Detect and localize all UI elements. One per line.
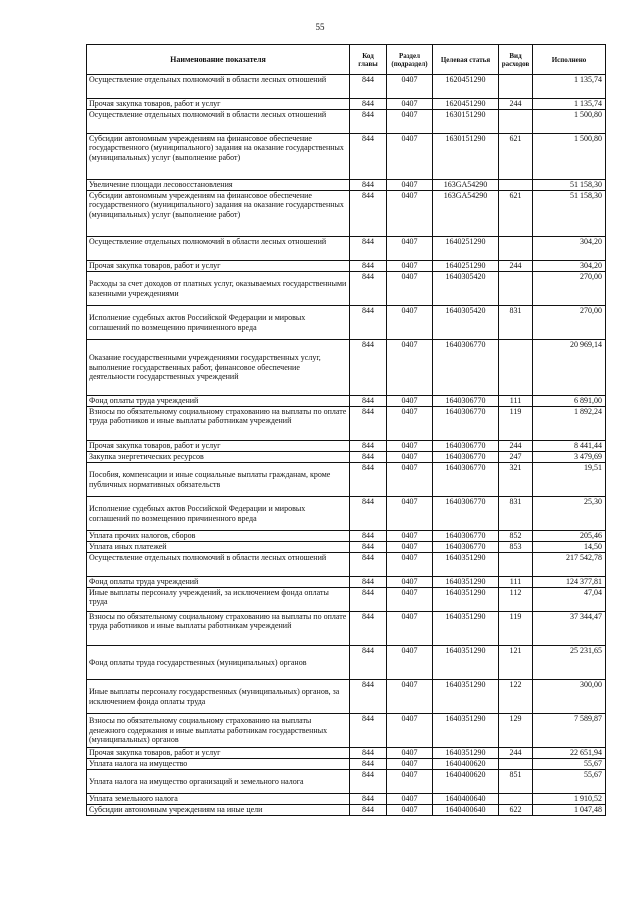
row-expense-type: 112 [499, 588, 533, 612]
row-target: 1640400640 [433, 794, 499, 805]
row-code: 844 [350, 577, 387, 588]
row-section: 0407 [387, 759, 433, 770]
row-code: 844 [350, 794, 387, 805]
row-name: Фонд оплаты труда учреждений [87, 396, 350, 407]
row-code: 844 [350, 180, 387, 191]
row-executed: 270,00 [533, 272, 606, 306]
table-row [87, 542, 606, 553]
row-code: 844 [350, 441, 387, 452]
row-code: 844 [350, 110, 387, 134]
table-row [87, 340, 606, 396]
table-header-row [87, 45, 606, 75]
table-row [87, 612, 606, 646]
table-body [87, 75, 606, 816]
row-target: 1640351290 [433, 612, 499, 646]
row-code: 844 [350, 134, 387, 180]
row-section: 0407 [387, 452, 433, 463]
table-row [87, 237, 606, 261]
row-name: Прочая закупка товаров, работ и услуг [87, 261, 350, 272]
row-code: 844 [350, 646, 387, 680]
row-expense-type [499, 237, 533, 261]
row-name: Увеличение площади лесовосстановления [87, 180, 350, 191]
row-section: 0407 [387, 463, 433, 497]
row-executed: 55,67 [533, 770, 606, 794]
row-code: 844 [350, 680, 387, 714]
row-section: 0407 [387, 237, 433, 261]
row-section: 0407 [387, 180, 433, 191]
row-expense-type [499, 110, 533, 134]
row-expense-type [499, 340, 533, 396]
row-name: Осуществление отдельных полномочий в области лесных отношений [87, 75, 350, 99]
row-name: Взносы по обязательному социальному страхованию на выплаты по оплате труда работников и иные выплаты работникам учреждений [87, 612, 350, 646]
row-section: 0407 [387, 646, 433, 680]
row-code: 844 [350, 531, 387, 542]
row-section: 0407 [387, 531, 433, 542]
row-expense-type [499, 75, 533, 99]
row-name: Осуществление отдельных полномочий в области лесных отношений [87, 553, 350, 577]
row-target: 1640351290 [433, 748, 499, 759]
row-target: 163GA54290 [433, 180, 499, 191]
row-expense-type: 831 [499, 497, 533, 531]
table-row [87, 748, 606, 759]
row-name: Закупка энергетических ресурсов [87, 452, 350, 463]
row-name: Пособия, компенсации и иные социальные выплаты гражданам, кроме публичных нормативных обязательств [87, 463, 350, 497]
row-section: 0407 [387, 272, 433, 306]
row-expense-type: 129 [499, 714, 533, 748]
row-executed: 300,00 [533, 680, 606, 714]
row-section: 0407 [387, 805, 433, 816]
expenditure-table [86, 44, 606, 816]
row-executed: 1 135,74 [533, 99, 606, 110]
table-row [87, 272, 606, 306]
row-executed: 7 589,87 [533, 714, 606, 748]
row-expense-type: 622 [499, 805, 533, 816]
row-expense-type: 119 [499, 612, 533, 646]
row-executed: 22 651,94 [533, 748, 606, 759]
row-section: 0407 [387, 577, 433, 588]
row-executed: 304,20 [533, 237, 606, 261]
row-code: 844 [350, 759, 387, 770]
row-code: 844 [350, 553, 387, 577]
row-code: 844 [350, 272, 387, 306]
row-name: Осуществление отдельных полномочий в области лесных отношений [87, 110, 350, 134]
row-expense-type: 321 [499, 463, 533, 497]
table-row [87, 759, 606, 770]
row-name: Субсидии автономным учреждениям на иные цели [87, 805, 350, 816]
header-name: Наименование показателя [87, 45, 350, 75]
row-expense-type: 851 [499, 770, 533, 794]
row-name: Прочая закупка товаров, работ и услуг [87, 748, 350, 759]
row-name: Взносы по обязательному социальному страхованию на выплаты по оплате труда работников и иные выплаты работникам учреждений [87, 407, 350, 441]
row-name: Прочая закупка товаров, работ и услуг [87, 441, 350, 452]
row-section: 0407 [387, 441, 433, 452]
row-executed: 3 479,69 [533, 452, 606, 463]
row-executed: 304,20 [533, 261, 606, 272]
row-expense-type [499, 759, 533, 770]
row-code: 844 [350, 396, 387, 407]
row-expense-type: 853 [499, 542, 533, 553]
table-row [87, 531, 606, 542]
row-target: 1640305420 [433, 272, 499, 306]
row-expense-type [499, 180, 533, 191]
row-code: 844 [350, 75, 387, 99]
table-row [87, 577, 606, 588]
row-name: Субсидии автономным учреждениям на финансовое обеспечение государственного (муниципального) задания на оказание государственных (муниципальных) услуг (выполнение работ) [87, 134, 350, 180]
row-section: 0407 [387, 110, 433, 134]
header-executed: Исполнено [533, 45, 606, 75]
row-code: 844 [350, 452, 387, 463]
row-code: 844 [350, 542, 387, 553]
row-expense-type: 852 [499, 531, 533, 542]
table-row [87, 441, 606, 452]
row-expense-type: 247 [499, 452, 533, 463]
row-executed: 1 892,24 [533, 407, 606, 441]
row-name: Уплата земельного налога [87, 794, 350, 805]
row-target: 1640351290 [433, 646, 499, 680]
row-expense-type: 244 [499, 99, 533, 110]
row-target: 1640306770 [433, 340, 499, 396]
row-executed: 6 891,00 [533, 396, 606, 407]
row-code: 844 [350, 588, 387, 612]
row-code: 844 [350, 748, 387, 759]
row-code: 844 [350, 99, 387, 110]
row-name: Взносы по обязательному социальному страхованию на выплаты денежного содержания и иные выплаты работникам государственных (муниципальных) органов [87, 714, 350, 748]
row-expense-type: 831 [499, 306, 533, 340]
row-executed: 1 047,48 [533, 805, 606, 816]
row-executed: 1 135,74 [533, 75, 606, 99]
table-row [87, 99, 606, 110]
row-expense-type: 621 [499, 191, 533, 237]
row-target: 1640351290 [433, 714, 499, 748]
table-row [87, 261, 606, 272]
row-target: 1640251290 [433, 237, 499, 261]
row-target: 1640351290 [433, 588, 499, 612]
table-row [87, 463, 606, 497]
row-target: 1640305420 [433, 306, 499, 340]
row-executed: 20 969,14 [533, 340, 606, 396]
row-target: 1640306770 [433, 463, 499, 497]
table-row [87, 407, 606, 441]
row-target: 1640400620 [433, 770, 499, 794]
row-executed: 217 542,78 [533, 553, 606, 577]
row-target: 1640351290 [433, 553, 499, 577]
row-name: Уплата прочих налогов, сборов [87, 531, 350, 542]
row-name: Оказание государственными учреждениями государственных услуг, выполнение государственных работ, финансовое обеспечение деятельности государственных учреждений [87, 340, 350, 396]
row-target: 1640306770 [433, 531, 499, 542]
table-row [87, 770, 606, 794]
row-section: 0407 [387, 714, 433, 748]
row-executed: 37 344,47 [533, 612, 606, 646]
header-target: Целевая статья [433, 45, 499, 75]
row-code: 844 [350, 306, 387, 340]
row-name: Уплата иных платежей [87, 542, 350, 553]
table-row [87, 553, 606, 577]
row-executed: 51 158,30 [533, 180, 606, 191]
row-executed: 14,50 [533, 542, 606, 553]
table-row [87, 452, 606, 463]
table-row [87, 805, 606, 816]
row-section: 0407 [387, 770, 433, 794]
row-executed: 47,04 [533, 588, 606, 612]
row-target: 1630151290 [433, 110, 499, 134]
row-executed: 8 441,44 [533, 441, 606, 452]
row-executed: 51 158,30 [533, 191, 606, 237]
table-row [87, 306, 606, 340]
row-name: Осуществление отдельных полномочий в области лесных отношений [87, 237, 350, 261]
row-section: 0407 [387, 407, 433, 441]
row-expense-type: 111 [499, 577, 533, 588]
row-name: Иные выплаты персоналу учреждений, за исключением фонда оплаты труда [87, 588, 350, 612]
row-section: 0407 [387, 261, 433, 272]
row-executed: 270,00 [533, 306, 606, 340]
row-expense-type: 244 [499, 441, 533, 452]
table-row [87, 110, 606, 134]
row-target: 1640400640 [433, 805, 499, 816]
table-row [87, 794, 606, 805]
table-row [87, 396, 606, 407]
row-expense-type [499, 272, 533, 306]
row-section: 0407 [387, 588, 433, 612]
row-section: 0407 [387, 542, 433, 553]
row-code: 844 [350, 612, 387, 646]
row-name: Субсидии автономным учреждениям на финансовое обеспечение государственного (муниципального) задания на оказание государственных (муниципальных) услуг (выполнение работ) [87, 191, 350, 237]
row-target: 1640306770 [433, 441, 499, 452]
row-name: Прочая закупка товаров, работ и услуг [87, 99, 350, 110]
row-expense-type: 244 [499, 748, 533, 759]
row-section: 0407 [387, 497, 433, 531]
header-code: Код главы [350, 45, 387, 75]
row-code: 844 [350, 261, 387, 272]
row-executed: 55,67 [533, 759, 606, 770]
row-section: 0407 [387, 191, 433, 237]
row-target: 1630151290 [433, 134, 499, 180]
table-row [87, 680, 606, 714]
row-name: Исполнение судебных актов Российской Федерации и мировых соглашений по возмещению причиненного вреда [87, 497, 350, 531]
row-expense-type: 244 [499, 261, 533, 272]
row-name: Расходы за счет доходов от платных услуг, оказываемых государственными казенными учреждениями [87, 272, 350, 306]
row-expense-type: 121 [499, 646, 533, 680]
row-target: 1640306770 [433, 452, 499, 463]
row-code: 844 [350, 340, 387, 396]
table-row [87, 191, 606, 237]
row-section: 0407 [387, 794, 433, 805]
row-section: 0407 [387, 553, 433, 577]
row-section: 0407 [387, 99, 433, 110]
row-expense-type: 621 [499, 134, 533, 180]
row-executed: 1 500,80 [533, 110, 606, 134]
row-code: 844 [350, 237, 387, 261]
row-code: 844 [350, 770, 387, 794]
row-name: Фонд оплаты труда учреждений [87, 577, 350, 588]
row-target: 1640351290 [433, 680, 499, 714]
row-target: 1640306770 [433, 407, 499, 441]
row-name: Уплата налога на имущество организаций и земельного налога [87, 770, 350, 794]
row-section: 0407 [387, 396, 433, 407]
row-executed: 25,30 [533, 497, 606, 531]
row-target: 1620451290 [433, 99, 499, 110]
row-expense-type: 122 [499, 680, 533, 714]
row-name: Уплата налога на имущество [87, 759, 350, 770]
row-executed: 25 231,65 [533, 646, 606, 680]
row-section: 0407 [387, 748, 433, 759]
row-executed: 124 377,81 [533, 577, 606, 588]
row-expense-type [499, 553, 533, 577]
row-target: 1640306770 [433, 497, 499, 531]
row-name: Иные выплаты персоналу государственных (муниципальных) органов, за исключением фонда оплаты труда [87, 680, 350, 714]
row-code: 844 [350, 407, 387, 441]
row-section: 0407 [387, 134, 433, 180]
row-section: 0407 [387, 612, 433, 646]
row-code: 844 [350, 497, 387, 531]
table-row [87, 134, 606, 180]
row-section: 0407 [387, 75, 433, 99]
table-row [87, 714, 606, 748]
row-code: 844 [350, 714, 387, 748]
row-target: 1640400620 [433, 759, 499, 770]
row-section: 0407 [387, 340, 433, 396]
row-expense-type: 119 [499, 407, 533, 441]
row-section: 0407 [387, 306, 433, 340]
row-code: 844 [350, 191, 387, 237]
row-name: Исполнение судебных актов Российской Федерации и мировых соглашений по возмещению причиненного вреда [87, 306, 350, 340]
table-row [87, 75, 606, 99]
row-target: 163GA54290 [433, 191, 499, 237]
row-executed: 205,46 [533, 531, 606, 542]
row-expense-type [499, 794, 533, 805]
header-expense-type: Вид расходов [499, 45, 533, 75]
row-code: 844 [350, 805, 387, 816]
row-name: Фонд оплаты труда государственных (муниципальных) органов [87, 646, 350, 680]
row-target: 1640306770 [433, 396, 499, 407]
table-row [87, 180, 606, 191]
row-executed: 1 500,80 [533, 134, 606, 180]
row-target: 1620451290 [433, 75, 499, 99]
table-row [87, 646, 606, 680]
row-executed: 1 910,52 [533, 794, 606, 805]
row-expense-type: 111 [499, 396, 533, 407]
header-section: Раздел (подраздел) [387, 45, 433, 75]
page-number: 55 [315, 22, 325, 32]
table-row [87, 588, 606, 612]
table-row [87, 497, 606, 531]
row-section: 0407 [387, 680, 433, 714]
row-executed: 19,51 [533, 463, 606, 497]
row-target: 1640306770 [433, 542, 499, 553]
row-target: 1640251290 [433, 261, 499, 272]
row-target: 1640351290 [433, 577, 499, 588]
row-code: 844 [350, 463, 387, 497]
